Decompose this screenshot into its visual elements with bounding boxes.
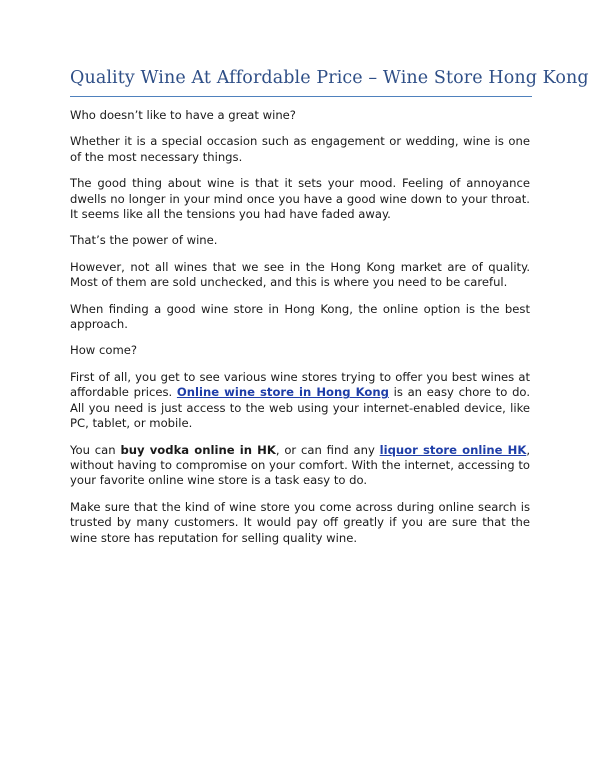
paragraph-4: That’s the power of wine. bbox=[70, 233, 218, 248]
paragraph-8 bbox=[70, 370, 530, 432]
paragraph-2: Whether it is a special occasion such as engagement or wedding, wine is one of the most necessary things. bbox=[70, 134, 530, 164]
liquor-store-link[interactable]: liquor store online HK bbox=[379, 442, 527, 457]
page-title: Quality Wine At Affordable Price – Wine Store Hong Kong bbox=[70, 68, 589, 88]
paragraph-9-text-start: You can bbox=[70, 442, 121, 457]
paragraph-9-text-middle: , or can find any bbox=[275, 442, 380, 457]
paragraph-9-text-end: , without having to compromise on your comfort. With the internet, accessing to your favorite online wine store is a task easy to do. bbox=[70, 442, 530, 488]
buy-vodka-bold-text: buy vodka online in HK bbox=[120, 442, 276, 457]
paragraph-10: Make sure that the kind of wine store you come across during online search is trusted by many customers. It would pay off greatly if you are sure that the wine store has reputation for selling quality wine. bbox=[70, 499, 530, 545]
title-underline bbox=[70, 96, 532, 97]
paragraph-6: When finding a good wine store in Hong Kong, the online option is the best approach. bbox=[70, 301, 530, 332]
paragraph-5: However, not all wines that we see in the Hong Kong market are of quality. Most of them are sold unchecked, and this is where you need to be careful. bbox=[70, 259, 530, 290]
article-body bbox=[70, 108, 530, 557]
paragraph-8-text-start: First of all, you get to see various wine stores trying to offer you best wines at affordable prices. bbox=[70, 369, 530, 400]
online-wine-store-link[interactable]: Online wine store in Hong Kong bbox=[176, 385, 389, 400]
paragraph-9 bbox=[70, 443, 530, 489]
paragraph-3: The good thing about wine is that it sets your mood. Feeling of annoyance dwells no longer in your mind once you have a good wine down to your throat. It seems like all the tensions you had have faded away. bbox=[70, 176, 530, 222]
paragraph-7: How come? bbox=[70, 343, 138, 358]
paragraph-8-text-end: is an easy chore to do. All you need is just access to the web using your internet-enabled device, like PC, tablet, or mobile. bbox=[70, 385, 530, 431]
paragraph-1: Who doesn’t like to have a great wine? bbox=[70, 108, 296, 122]
